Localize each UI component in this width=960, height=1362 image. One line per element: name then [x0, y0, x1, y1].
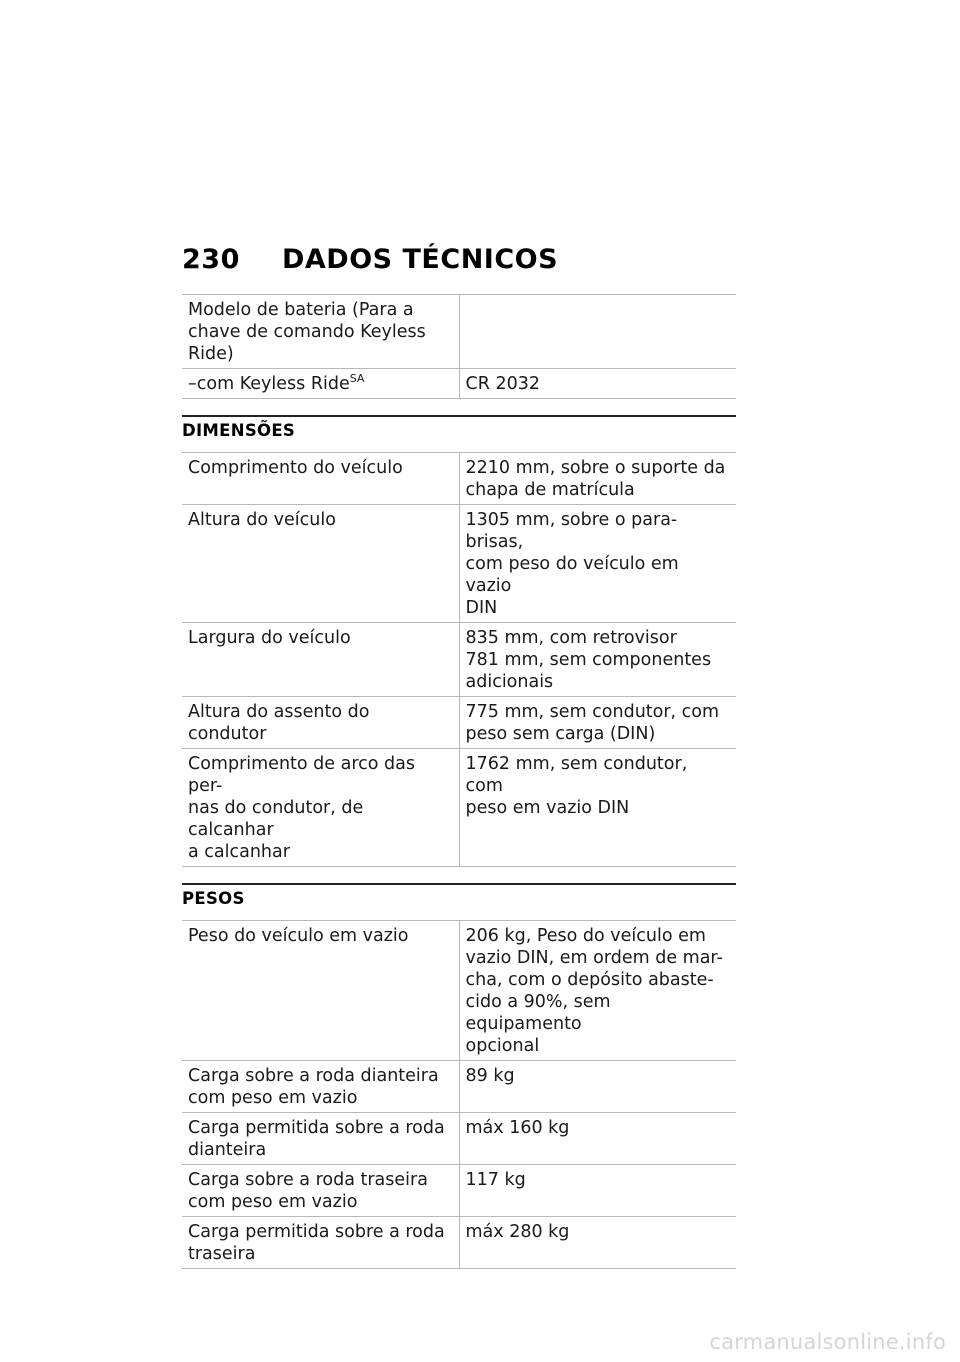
spec-label-line: com peso em vazio: [188, 1088, 358, 1108]
spec-value: [459, 295, 736, 369]
battery-table: [182, 294, 736, 399]
table-row: [182, 623, 736, 697]
spec-label: [182, 1217, 459, 1269]
spec-label-line: Altura do assento do condutor: [188, 702, 370, 744]
spec-value: [459, 1061, 736, 1113]
spec-value-line: peso em vazio DIN: [465, 798, 630, 818]
spec-label: [182, 369, 459, 399]
spec-label: [182, 749, 459, 867]
table-row: [182, 921, 736, 1061]
spec-label-line: Comprimento do veículo: [188, 458, 403, 478]
spec-label: [182, 1061, 459, 1113]
spec-value-line: 775 mm, sem condutor, com: [465, 702, 720, 722]
table-row: [182, 505, 736, 623]
section-title: PESOS: [182, 889, 245, 908]
table-row: [182, 453, 736, 505]
spec-label-line: Carga permitida sobre a roda: [188, 1118, 445, 1138]
spec-value-line: cido a 90%, sem equipamento: [465, 992, 611, 1034]
spec-value: [459, 623, 736, 697]
option-superscript: SA: [349, 372, 365, 386]
spec-value-line: 2210 mm, sobre o suporte da: [465, 458, 726, 478]
spec-label: [182, 295, 459, 369]
spec-value: [459, 1165, 736, 1217]
page-title: DADOS TÉCNICOS: [282, 244, 559, 275]
spec-label: [182, 505, 459, 623]
spec-label: [182, 1113, 459, 1165]
content: [182, 294, 736, 1269]
spec-label-line: Ride): [188, 344, 234, 364]
spec-value: [459, 1113, 736, 1165]
spec-label: [182, 623, 459, 697]
page-number: 230: [182, 244, 240, 275]
weights-section: [182, 883, 736, 1269]
spec-label-line: nas do condutor, de calcanhar: [188, 798, 364, 840]
spec-label: [182, 1165, 459, 1217]
spec-label-line: –com Keyless Ride: [188, 374, 350, 394]
spec-value-line: CR 2032: [465, 374, 540, 394]
spec-value-line: 1305 mm, sobre o para-brisas,: [465, 510, 678, 552]
spec-value: [459, 505, 736, 623]
spec-label: [182, 453, 459, 505]
table-row: [182, 369, 736, 399]
spec-value-line: 89 kg: [465, 1066, 515, 1086]
spec-value-line: com peso do veículo em vazio: [465, 554, 679, 596]
spec-label: [182, 921, 459, 1061]
table-row: [182, 749, 736, 867]
spec-label-line: com peso em vazio: [188, 1192, 358, 1212]
spec-value: [459, 749, 736, 867]
spec-label-line: Carga sobre a roda dianteira: [188, 1066, 439, 1086]
spec-value-line: 1762 mm, sem condutor, com: [465, 754, 688, 796]
spec-label-line: Altura do veículo: [188, 510, 336, 530]
spec-label-line: Carga permitida sobre a roda: [188, 1222, 445, 1242]
spec-label-line: a calcanhar: [188, 842, 290, 862]
spec-label-line: dianteira: [188, 1140, 267, 1160]
spec-value-line: vazio DIN, em ordem de mar-: [465, 948, 723, 968]
spec-label-line: Largura do veículo: [188, 628, 351, 648]
spec-value-line: cha, com o depósito abaste-: [465, 970, 714, 990]
spec-label-line: Peso do veículo em vazio: [188, 926, 409, 946]
section-title: DIMENSÕES: [182, 421, 296, 440]
dimensions-section: [182, 415, 736, 867]
table-row: [182, 1217, 736, 1269]
spec-value-line: 117 kg: [465, 1170, 526, 1190]
spec-value-line: peso sem carga (DIN): [465, 724, 656, 744]
spec-label-line: chave de comando Keyless: [188, 322, 426, 342]
spec-value: [459, 1217, 736, 1269]
page-header: [182, 244, 558, 275]
weights-table: [182, 920, 736, 1269]
spec-label-line: Modelo de bateria (Para a: [188, 300, 414, 320]
spec-label-line: Carga sobre a roda traseira: [188, 1170, 428, 1190]
table-row: [182, 1113, 736, 1165]
spec-label: [182, 697, 459, 749]
spec-value-line: máx 160 kg: [465, 1118, 570, 1138]
table-row: [182, 1061, 736, 1113]
spec-value: [459, 921, 736, 1061]
table-row: [182, 1165, 736, 1217]
dimensions-table: [182, 452, 736, 867]
watermark: carmanualsonline.info: [709, 1330, 946, 1354]
spec-value-line: chapa de matrícula: [465, 480, 635, 500]
table-row: [182, 697, 736, 749]
spec-label-line: Comprimento de arco das per-: [188, 754, 415, 796]
table-row: [182, 295, 736, 369]
spec-label-line: traseira: [188, 1244, 256, 1264]
spec-value-line: DIN: [465, 598, 498, 618]
spec-value-line: opcional: [465, 1036, 540, 1056]
spec-value-line: 781 mm, sem componentes: [465, 650, 712, 670]
spec-value: [459, 369, 736, 399]
spec-value-line: máx 280 kg: [465, 1222, 570, 1242]
spec-value-line: adicionais: [465, 672, 554, 692]
spec-value: [459, 697, 736, 749]
spec-value-line: 835 mm, com retrovisor: [465, 628, 677, 648]
spec-value-line: 206 kg, Peso do veículo em: [465, 926, 706, 946]
spec-value: [459, 453, 736, 505]
